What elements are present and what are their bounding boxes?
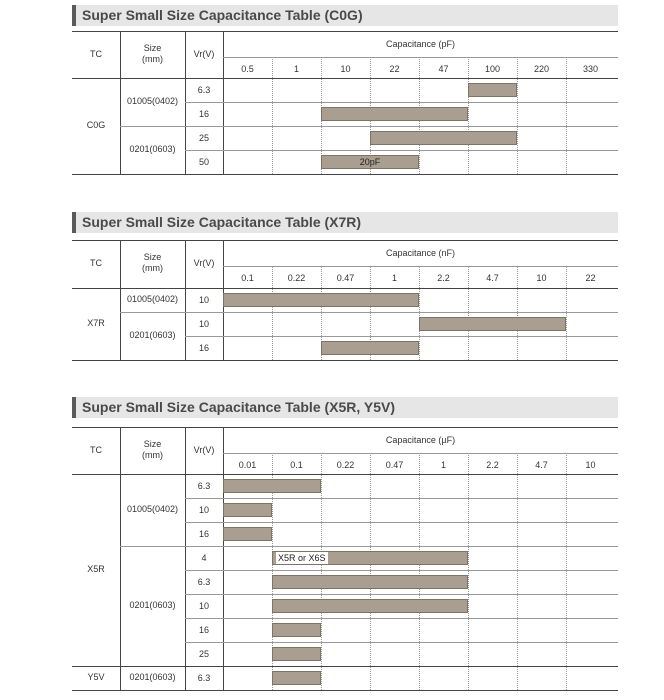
- size-header-line1: Size: [143, 42, 162, 53]
- tick-label: 1: [293, 64, 299, 74]
- vr-value: 50: [198, 157, 209, 167]
- vr-header: Vr(V): [193, 444, 215, 455]
- row-divider: [223, 57, 618, 58]
- size-header-line1: Size: [143, 252, 162, 262]
- row-divider: [185, 570, 618, 571]
- row-divider: [185, 102, 618, 103]
- row-divider: [185, 642, 618, 643]
- grid-line: [468, 453, 469, 690]
- tc-header: TC: [90, 258, 102, 268]
- size-header: [120, 252, 185, 274]
- row-divider: [72, 288, 618, 289]
- row-divider: [223, 266, 618, 267]
- tick-label: 0.1: [241, 273, 254, 283]
- vr-value: 10: [198, 295, 209, 305]
- vr-value: 10: [198, 505, 209, 515]
- tick-label: 220: [533, 64, 550, 74]
- bar-label: X5R or X6S: [278, 553, 326, 563]
- grid-line: [419, 266, 420, 360]
- tick-label: 10: [340, 64, 351, 74]
- size-header: [120, 439, 185, 461]
- row-divider: [72, 78, 618, 79]
- tick-label: 2.2: [437, 273, 450, 283]
- vr-value: 6.3: [197, 85, 211, 95]
- tick-label: 10: [585, 460, 596, 470]
- row-divider: [72, 31, 618, 32]
- tick-label: 10: [536, 273, 547, 283]
- vr-value: 6.3: [197, 673, 211, 683]
- row-divider: [72, 666, 618, 667]
- size-value: 01005(0402): [126, 96, 179, 106]
- bar-label: 20pF: [359, 157, 381, 167]
- tick-label: 4.7: [486, 273, 499, 283]
- row-divider: [185, 594, 618, 595]
- row-divider: [185, 522, 618, 523]
- vr-value: 4: [201, 553, 207, 563]
- capacitance-range-bar: [321, 107, 468, 121]
- vr-header: Vr(V): [193, 48, 215, 59]
- vr-value: 16: [198, 529, 209, 539]
- tc-value: C0G: [86, 120, 106, 130]
- capacitance-range-bar: [272, 575, 468, 589]
- tick-label: 47: [438, 64, 449, 74]
- capacitance-range-bar: [223, 503, 272, 517]
- capacitance-range-bar: [272, 551, 468, 565]
- tick-label: 0.22: [336, 460, 355, 470]
- tick-label: 2.2: [486, 460, 499, 470]
- tick-label: 1: [391, 273, 397, 283]
- column-divider: [120, 427, 121, 690]
- vr-value: 6.3: [197, 577, 211, 587]
- capacitance-table: [72, 31, 618, 174]
- row-divider: [185, 498, 618, 499]
- vr-value: 16: [198, 625, 209, 635]
- grid-line: [517, 57, 518, 174]
- tick-label: 1: [440, 460, 446, 470]
- capacitance-range-bar: [468, 83, 517, 97]
- vr-value: 10: [198, 319, 209, 329]
- size-value: 0201(0603): [129, 330, 176, 340]
- size-value: 01005(0402): [126, 294, 179, 304]
- grid-line: [566, 266, 567, 360]
- grid-line: [468, 266, 469, 360]
- size-value: 0201(0603): [129, 144, 176, 154]
- section-title: Super Small Size Capacitance Table (X7R): [72, 212, 618, 233]
- row-divider: [223, 453, 618, 454]
- row-divider: [120, 312, 618, 313]
- size-value: 01005(0402): [126, 504, 179, 514]
- capacitance-header: Capacitance (pF): [385, 39, 456, 49]
- vr-value: 10: [198, 601, 209, 611]
- tick-label: 4.7: [535, 460, 548, 470]
- tick-label: 0.1: [290, 460, 303, 470]
- vr-value: 16: [198, 109, 209, 119]
- tick-label: 0.47: [385, 460, 404, 470]
- tick-label: 22: [585, 273, 596, 283]
- grid-line: [272, 266, 273, 360]
- size-header-line2: (mm): [142, 449, 163, 460]
- vr-value: 25: [198, 133, 209, 143]
- vr-value: 16: [198, 343, 209, 353]
- row-divider: [72, 474, 618, 475]
- size-header-line2: (mm): [142, 53, 163, 64]
- row-divider: [72, 427, 618, 428]
- grid-line: [517, 266, 518, 360]
- tc-value: X7R: [87, 318, 105, 328]
- tick-label: 0.5: [241, 64, 254, 74]
- capacitance-range-bar: [321, 341, 419, 355]
- capacitance-range-bar: [272, 671, 321, 685]
- row-divider: [72, 690, 618, 691]
- tc-value: X5R: [87, 564, 105, 574]
- capacitance-range-bar: [272, 647, 321, 661]
- grid-line: [370, 453, 371, 690]
- grid-line: [517, 453, 518, 690]
- vr-value: 6.3: [197, 481, 211, 491]
- capacitance-table: [72, 427, 618, 690]
- tick-label: 330: [582, 64, 599, 74]
- size-header-line1: Size: [143, 438, 162, 449]
- capacitance-range-bar: [370, 131, 517, 145]
- capacitance-header: Capacitance (µF): [385, 435, 456, 445]
- tick-label: 0.47: [336, 273, 355, 283]
- tc-header: TC: [90, 48, 102, 59]
- row-divider: [185, 336, 618, 337]
- tc-header: TC: [90, 444, 102, 455]
- row-divider: [72, 240, 618, 241]
- row-divider: [185, 618, 618, 619]
- section-title: Super Small Size Capacitance Table (C0G): [72, 5, 618, 26]
- capacitance-range-bar: [223, 293, 419, 307]
- capacitance-range-bar: [272, 623, 321, 637]
- row-divider: [120, 126, 618, 127]
- capacitance-header: Capacitance (nF): [385, 248, 456, 258]
- capacitance-range-bar: [321, 155, 419, 169]
- grid-line: [272, 57, 273, 174]
- tick-label: 0.22: [287, 273, 306, 283]
- capacitance-range-bar: [419, 317, 566, 331]
- vr-header: Vr(V): [193, 258, 215, 268]
- tc-value: Y5V: [87, 672, 105, 682]
- capacitance-range-bar: [223, 479, 321, 493]
- size-value: 0201(0603): [129, 672, 176, 682]
- row-divider: [72, 174, 618, 175]
- grid-line: [566, 453, 567, 690]
- grid-line: [321, 453, 322, 690]
- grid-line: [468, 57, 469, 174]
- capacitance-range-bar: [223, 527, 272, 541]
- row-divider: [120, 546, 618, 547]
- tick-label: 22: [389, 64, 400, 74]
- row-divider: [185, 150, 618, 151]
- capacitance-table: [72, 240, 618, 360]
- section-title: Super Small Size Capacitance Table (X5R, Y5V): [72, 397, 618, 418]
- size-value: 0201(0603): [129, 600, 176, 610]
- vr-value: 25: [198, 649, 209, 659]
- capacitance-range-bar: [272, 599, 468, 613]
- size-header: [120, 43, 185, 65]
- size-header-line2: (mm): [142, 263, 163, 273]
- grid-line: [419, 453, 420, 690]
- row-divider: [72, 360, 618, 361]
- tick-label: 0.01: [238, 460, 257, 470]
- tick-label: 100: [484, 64, 501, 74]
- grid-line: [566, 57, 567, 174]
